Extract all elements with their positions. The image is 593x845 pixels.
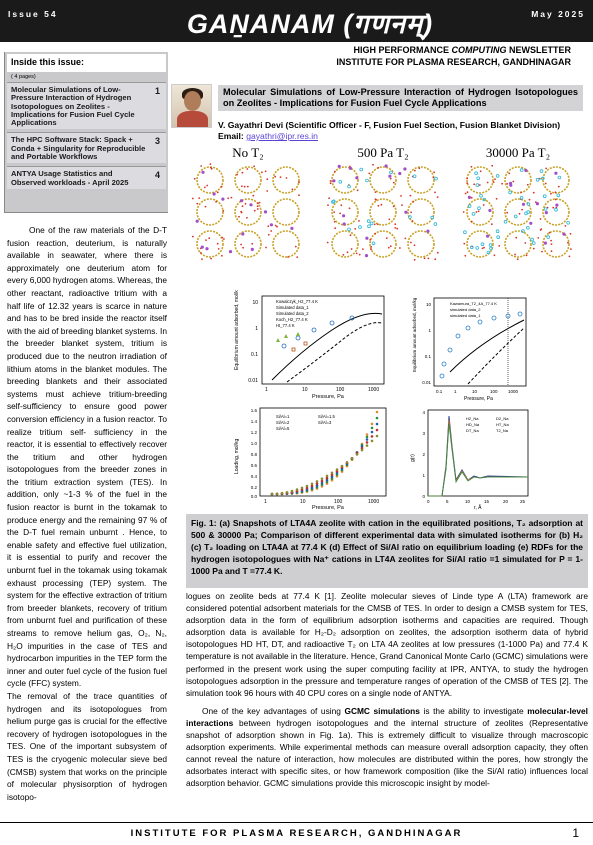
legend-entry: Si/Al=1	[276, 414, 290, 419]
article-title: Molecular Simulations of Low-Pressure Interaction of Hydrogen Isotopologues on Zeolites - Implications for Fusion Fuel Cycle Applications	[218, 85, 583, 111]
toc-page-count: ( 4 pages)	[11, 74, 36, 80]
toc-item[interactable]	[7, 166, 166, 189]
snapshot-30000pa	[458, 145, 578, 263]
legend-entry: HD_Na	[466, 422, 480, 427]
legend-entry: HT_Na	[496, 422, 509, 427]
x-tick: 5	[446, 499, 449, 504]
x-tick: 0.1	[436, 389, 443, 394]
snapshot-title: 500 Pa T₂	[357, 145, 409, 160]
x-tick: 10	[300, 499, 306, 505]
y-tick: 10	[425, 302, 431, 307]
x-axis-label: Pressure, Pa	[464, 396, 493, 402]
x-tick: 10	[472, 389, 478, 394]
y-tick: 1	[255, 326, 258, 332]
issue-number: Issue 54	[8, 9, 58, 19]
figure-panel-d	[232, 404, 392, 510]
newsletter-line: HIGH PERFORMANCE COMPUTING NEWSLETTER	[353, 45, 571, 55]
toc-item-title: Molecular Simulations of Low-Pressure Interaction of Hydrogen Isotopologues on Zeolites - Implications for Fusion Fuel Cycle Applications	[11, 85, 135, 128]
y-tick: 0.8	[250, 452, 257, 457]
snapshot-no-t2	[188, 145, 308, 263]
page-footer	[0, 822, 593, 845]
masthead	[0, 0, 593, 42]
legend-entry: Simulated data_1	[276, 305, 309, 310]
x-tick: 1000	[368, 387, 380, 393]
body-paragraph: One of the raw materials of the D-T fusion reaction, deuterium, is naturally available in seawater, where there is approximately one deuterium atom for every 6,000 hydrogen atoms. Whereas, the other reactant, radioactive tritium with a half life of 12.32 years is scarce in nature and has to be bred inside the reactor itself with the aid of breeding blanket systems. In the breeder blanket system, tritium is produced due to the neutron irradiation of lithium atoms in the blanket modules. The breeding blankets and their associated systems must achieve tritium-breeding self-sufficiency to ensure good power conversion efficiency in a fusion reactor. To realize tritium self- sufficiency in the reactor, it is essential to effectively recover the tritium and other hydrogen isotopologues from the breeder zones in the tritium extraction system (TES). In addition, only ~1-3 % of the fuel in the fusion reactor is burnt in the tokamak to produce energy and the remaining 97 % of the D-T fuel remain unburnt . Hence, to enable safety and effective fuel utilization, it is essential to purify and recover the unburnt fuel in the tokamak using tokamak exhaust processing (TEP) system. The system for the effective extraction of tritium from breeder blankets, recovery of tritium from unburnt fuel and purification of these streams to remove helium gas, O₂, N₂, H₂O impurities in the case of TES and hydrocarbon impurities in the TEP form the inner and outer fuel cycle of the fusion fuel cycle (FFC) system.	[7, 225, 168, 689]
legend-entry: Si/Al=3	[318, 420, 332, 425]
left-column	[7, 224, 167, 803]
legend-entry: simulated data_2	[450, 307, 481, 312]
y-tick: 0.01	[248, 378, 258, 384]
toc-item-page: 4	[154, 170, 160, 181]
figure-panel-b	[232, 290, 392, 400]
masthead-subtitle	[251, 44, 571, 68]
x-tick: 1	[454, 389, 457, 394]
legend-entry: H2_Na	[466, 416, 479, 421]
x-tick: 1000	[508, 389, 519, 394]
x-axis-label: Pressure, Pa	[312, 394, 344, 400]
author-email-link[interactable]: gayathri@ipr.res.in	[246, 131, 318, 141]
y-tick: 0.6	[250, 463, 257, 468]
toc-item-title: The HPC Software Stack: Spack + Conda + Singularity for Reproducible and Portable Workflows	[11, 135, 146, 162]
legend-entry: D2_Na	[496, 416, 509, 421]
y-tick: 0	[422, 494, 425, 499]
figure-panel-a	[188, 145, 588, 265]
toc-item[interactable]	[7, 82, 166, 129]
snapshot-title: No T₂	[232, 145, 264, 160]
legend-entry: Kowalczyk_H2_77.4 K	[276, 299, 318, 304]
legend-entry: Simulated data_2	[276, 311, 309, 316]
y-axis-label: Equilibrium amount adsorbed, mol/kg	[412, 297, 417, 372]
legend-entry: Kawamura_T2_4A_77.4 K	[450, 301, 497, 306]
x-tick: 0	[427, 499, 430, 504]
page-number: 1	[572, 826, 579, 840]
y-axis-label: Equilibrium amount adsorbed, mol/kg	[234, 290, 240, 370]
x-axis-label: r, Å	[474, 505, 482, 510]
legend-entry: Si/Al=5	[276, 426, 290, 431]
y-tick: 0.0	[250, 494, 257, 499]
toc-item-title: ANTYA Usage Statistics and Observed workloads - April 2025	[11, 169, 129, 187]
body-paragraph: logues on zeolite beds at 77.4 K [1]. Zeolite molecular sieves of Linde type A (LTA) framework are considered potential adsorbent materials for the CMSB of TES. In order to design a CMSB system for TES, adsorption data in the form of equilibrium adsorption isotherms and capacities are required. Though adsorption data is available for H₂-D₂ adsorption on zeolites, the adsorption isotherm data of hybrid isotopologues HD HT, DT, and radioactive T₂ on LTA 4A zeolites at low pressures (1-1000 Pa) and 77.4 K temperature is not available in the literature. Hence, Grand Canonical Monte Carlo (GCMC) simulations were performed in the present work using the super computing facility at IPR, ANTYA, to study the hydrogen isotopologues adsorption in the pressure and temperature ranges of operation of the CMSB of TES [2]. The simulation took 96 hours with 40 CPU cores on a single node of ANTYA.	[186, 591, 588, 698]
table-of-contents	[4, 52, 168, 213]
x-tick: 1	[265, 387, 268, 393]
legend-entry: Ht_77.4 K	[276, 323, 295, 328]
newsletter-title: GAṈANAM (गणनम्)	[186, 9, 434, 39]
body-paragraph: One of the key advantages of using GCMC simulations is the ability to investigate molecular-level interactions between hydrogen isotopologues and the internal structure of zeolites (Representative snapshot of adsorption shown in Fig. 1a). This is extremely difficult to visualize through macroscopic adsorption experiments. While experimental methods can measure overall adsorption capacity, they often cannot reveal the nature of interaction, how molecules are distributed within the pores, how strongly the adsorbates interact with specific sites, or how framework composition (like the Si/Al ratio) influences local adsorption behavior. GCMC simulations provide this microscopic insight by model-	[186, 705, 589, 789]
x-tick: 1	[264, 499, 267, 505]
x-axis-label: Pressure, Pa	[312, 505, 344, 510]
y-tick: 1	[428, 328, 431, 333]
toc-heading: Inside this issue:	[7, 54, 166, 72]
figure-panel-c	[410, 292, 530, 404]
y-tick: 0.2	[250, 485, 257, 490]
author-line: V. Gayathri Devi (Scientific Officer - F, Fusion Fuel Section, Fusion Blanket Division)	[218, 120, 561, 130]
figure-panel-e	[408, 406, 532, 510]
y-tick: 1.6	[250, 408, 257, 413]
legend-entry: Si/Al=1.5	[318, 414, 335, 419]
y-tick: 1	[422, 473, 425, 478]
x-tick: 10	[302, 387, 308, 393]
institute-line: INSTITUTE FOR PLASMA RESEARCH, GANDHINAGAR	[336, 57, 571, 67]
body-paragraph: The removal of the trace quantities of hydrogen and its isotopologues from helium purge gas is crucial for the effective recovery of hydrogen isotopologues in the TES. One of the important subsystem of TES is the cryogenic molecular sieve bed (CMSB) system that works on the principle of molecular physisorption of hydrogen isotopo-	[7, 690, 167, 802]
y-axis-label: Loading, mol/kg	[234, 438, 240, 474]
x-tick: 100	[490, 389, 498, 394]
x-tick: 100	[336, 387, 345, 393]
email-line: Email: gayathri@ipr.res.in	[218, 131, 318, 141]
figure-caption: Fig. 1: (a) Snapshots of LTA4A zeolite with cation in the equilibrated positions, T₂ adsorption at 500 & 30000 Pa; Comparison of different experimental data with simulated isotherms for (b) H₂ (c) T₂ loading on LTA4A at 77.4 K (d) Effect of Si/Al ratio on equilibrium loading (e) RDFs for the hydrogen isotopologues with Na⁺ cations in LT4A zeolites for Si/Al ratio =1 simulated for P = 1-1000 Pa and T =77.4 K.	[186, 514, 588, 588]
y-tick: 0.1	[251, 352, 258, 358]
footer-institute: INSTITUTE FOR PLASMA RESEARCH, GANDHINAGAR	[130, 828, 463, 839]
author-photo	[171, 84, 212, 128]
x-tick: 1000	[368, 499, 380, 505]
y-tick: 2	[422, 452, 425, 457]
y-tick: 1.2	[250, 430, 257, 435]
main-column	[186, 590, 588, 790]
x-tick: 15	[484, 499, 490, 504]
y-tick: 0.01	[422, 380, 431, 385]
y-tick: 10	[252, 300, 258, 306]
legend-entry: Si/Al=2	[276, 420, 290, 425]
y-axis-label: g(r)	[410, 454, 416, 462]
y-tick: 4	[422, 410, 425, 415]
x-tick: 10	[465, 499, 471, 504]
x-tick: 100	[334, 499, 343, 505]
y-tick: 3	[422, 431, 425, 436]
y-tick: 1.4	[250, 419, 257, 424]
legend-entry: T2_Na	[496, 428, 509, 433]
legend-entry: DT_Na	[466, 428, 479, 433]
toc-item[interactable]	[7, 132, 166, 163]
legend-entry: Koch_H2_77.4 K	[276, 317, 308, 322]
toc-item-page: 3	[154, 136, 160, 147]
x-tick: 20	[503, 499, 509, 504]
snapshot-title: 30000 Pa T₂	[485, 145, 551, 160]
snapshot-500pa	[323, 145, 443, 263]
legend-entry: simulated data_1	[450, 313, 481, 318]
y-tick: 1.0	[250, 441, 257, 446]
toc-item-page: 1	[154, 86, 160, 96]
issue-date: May 2025	[531, 9, 585, 19]
y-tick: 0.4	[250, 474, 257, 479]
x-tick: 25	[520, 499, 526, 504]
y-tick: 0.1	[424, 354, 431, 359]
